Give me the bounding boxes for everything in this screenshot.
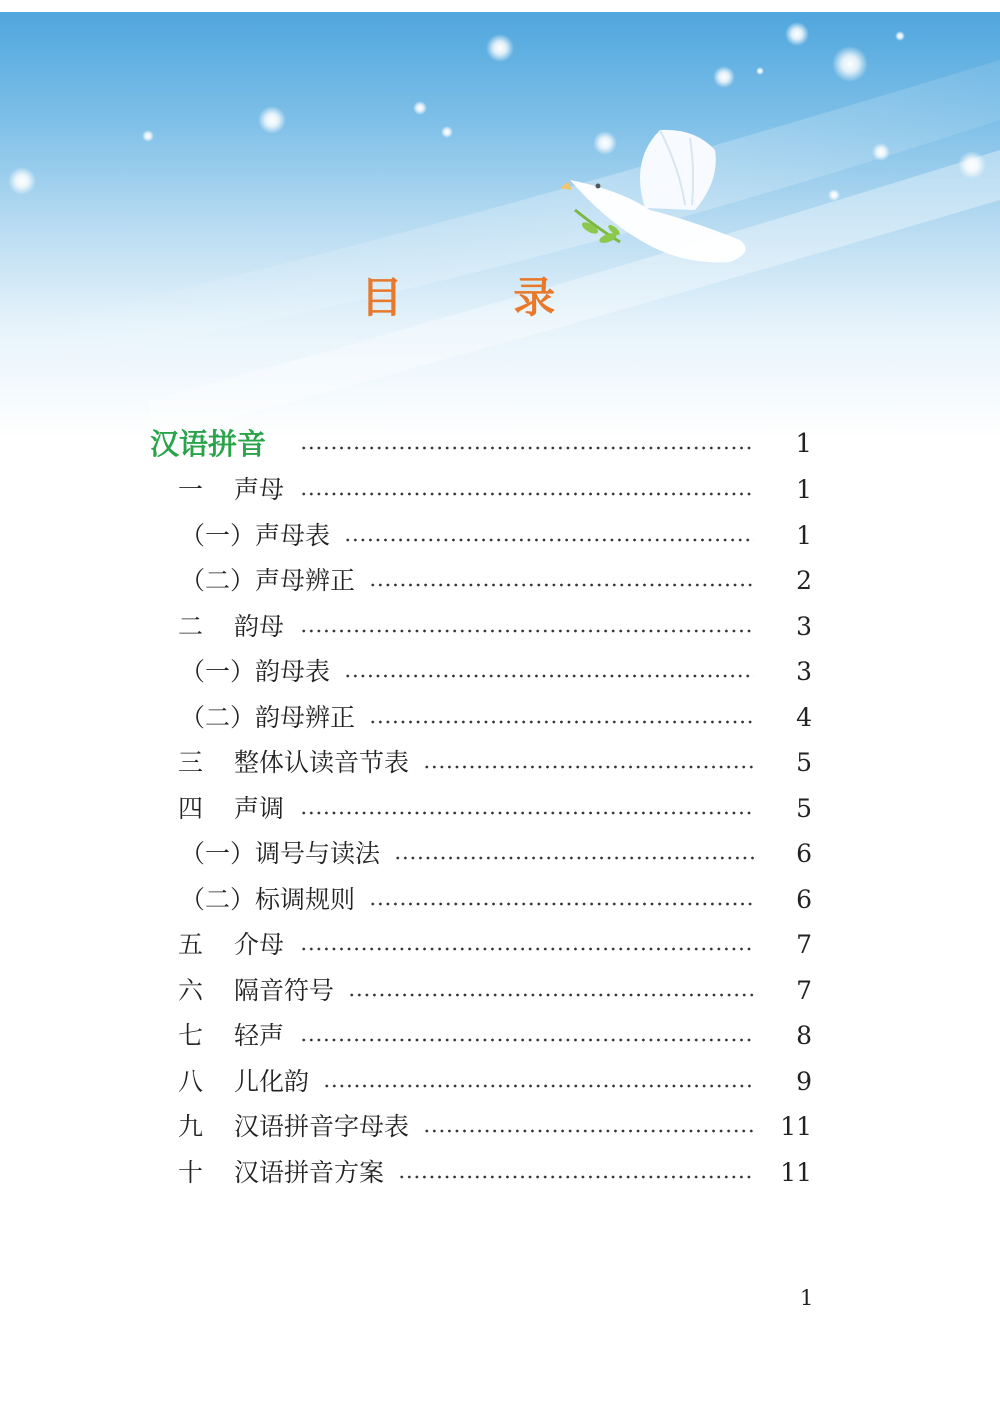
dot-leader [344,516,754,556]
toc-entry-number: 六 [178,975,204,1005]
toc-entry-title: 韵母 [234,611,285,641]
toc-page-number: 8 [796,1021,812,1050]
dot-leader [300,789,754,829]
toc-entry-title: 儿化韵 [234,1066,310,1096]
toc-page-number: 7 [796,930,812,959]
dot-leader [369,698,754,738]
toc-entry-title: 汉语拼音字母表 [234,1112,410,1141]
toc-entry-title: 汉语拼音方案 [234,1157,385,1187]
toc-entry-number: 二 [178,611,204,641]
toc-entry-number: 十 [178,1157,204,1187]
toc-entry-label [178,1153,384,1193]
toc-entry-row[interactable] [0,607,1000,647]
toc-entry-title: 韵母表 [255,657,331,686]
toc-entry-row[interactable] [0,743,1000,783]
dot-leader [300,470,754,510]
toc-entry-row[interactable] [0,652,1000,692]
toc-entry-number: （一） [180,839,256,868]
toc-entry-label [178,470,284,510]
toc-section-row[interactable] [0,424,1000,464]
toc-entry-label [178,789,284,829]
toc-entry-number: 三 [178,748,204,777]
toc-entry-title: 调号与读法 [255,839,381,868]
toc-entry-row[interactable] [0,1107,1000,1147]
toc-entry-title: 声母表 [255,520,331,550]
toc-entry-row[interactable] [0,1016,1000,1056]
toc-page-number: 6 [796,884,812,914]
toc-entry-label [180,516,330,556]
toc-page-number: 9 [796,1066,812,1096]
toc-entry-number: 九 [178,1112,204,1141]
toc-page-number: 2 [796,566,812,595]
dot-leader [369,561,754,601]
page-number: 1 [800,1286,814,1310]
toc-entry-title: 声母 [234,475,285,504]
toc-entry-row[interactable] [0,925,1000,965]
toc-entry-label [180,652,330,692]
toc-entry-title: 介母 [234,930,285,959]
toc-page-number: 1 [796,475,812,504]
toc-entry-title: 隔音符号 [234,975,335,1005]
toc-entry-label [178,1016,284,1056]
toc-entry-row[interactable] [0,971,1000,1011]
toc-page-number: 6 [796,839,812,868]
dot-leader [300,424,754,464]
toc-entry-label [178,971,334,1011]
toc-entry-label [178,743,409,783]
toc-entry-number: （二） [180,566,256,595]
toc-entry-number: 五 [178,930,204,959]
dot-leader [394,834,754,874]
toc-entry-number: （一） [180,520,256,550]
dot-leader [423,743,754,783]
toc-entry-row[interactable] [0,1062,1000,1102]
toc-entry-number: 七 [178,1021,204,1050]
toc-entry-row[interactable] [0,470,1000,510]
toc-entry-number: （二） [180,702,256,732]
dot-leader [344,652,754,692]
toc-entry-label [180,880,355,920]
toc-entry-number: （一） [180,657,256,686]
toc-entry-label [178,1107,409,1147]
toc-entry-label [178,1062,309,1102]
toc-page-number: 3 [796,611,812,641]
toc-entry-number: 一 [178,475,204,504]
dot-leader [300,925,754,965]
toc-entry-row[interactable] [0,1153,1000,1193]
toc-entry-row[interactable] [0,561,1000,601]
dot-leader [398,1153,754,1193]
toc-entry-number: （二） [180,884,256,914]
dot-leader [323,1062,754,1102]
toc-entry-row[interactable] [0,698,1000,738]
toc-entry-label [178,607,284,647]
dot-leader [300,1016,754,1056]
toc-page-number: 1 [795,429,812,459]
toc-entry-title: 声调 [234,793,285,823]
toc-entry-label [180,834,380,874]
toc-page-number: 4 [796,702,812,732]
dot-leader [369,880,754,920]
toc-entry-row[interactable] [0,880,1000,920]
toc-page-number: 7 [796,975,812,1005]
toc-entry-number: 四 [178,793,204,823]
toc-entry-number: 八 [178,1066,204,1096]
toc-entry-row[interactable] [0,516,1000,556]
dot-leader [423,1107,754,1147]
toc-page-number: 1 [796,520,812,550]
toc-page-number: 11 [780,1112,812,1141]
toc-entry-title: 整体认读音节表 [234,748,410,777]
toc-entry-title: 韵母辨正 [255,702,356,732]
toc-entry-title: 标调规则 [255,884,356,914]
toc-entry-title: 声母辨正 [255,566,356,595]
toc-entry-row[interactable] [0,834,1000,874]
toc-page-number: 11 [780,1157,812,1187]
toc-entry-label [178,925,284,965]
toc-entry-row[interactable] [0,789,1000,829]
toc-page-number: 5 [796,748,812,777]
toc-page-number: 5 [796,793,812,823]
dot-leader [300,607,754,647]
dot-leader [348,971,754,1011]
toc-page-number: 3 [796,657,812,686]
page-title: 目 录 [360,273,604,322]
toc-entry-title: 轻声 [234,1021,285,1050]
toc-entry-label [180,561,355,601]
toc-entry-label [180,698,355,738]
toc-section-title: 汉语拼音 [150,427,267,461]
